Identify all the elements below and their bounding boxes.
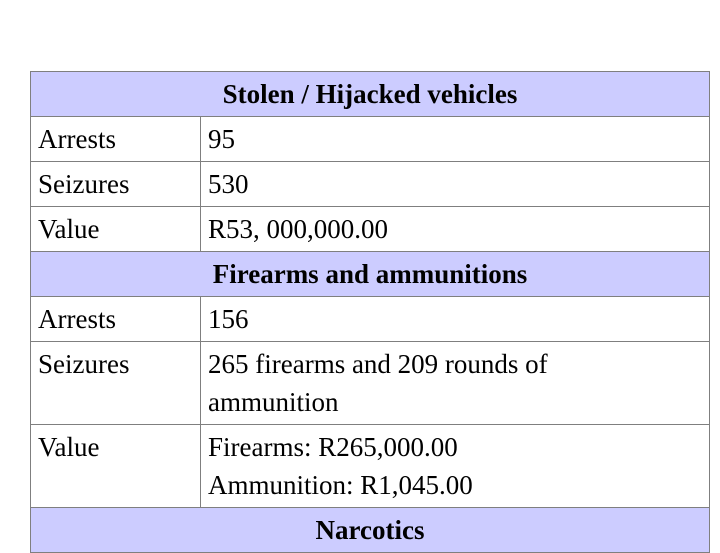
row-label: Arrests xyxy=(31,117,201,161)
table-row xyxy=(31,207,709,252)
section-header-vehicles: Stolen / Hijacked vehicles xyxy=(31,72,709,117)
stats-table xyxy=(30,71,710,553)
row-label: Seizures xyxy=(31,162,201,206)
table-row xyxy=(31,162,709,207)
table-row xyxy=(31,425,709,508)
row-value-line: ammunition xyxy=(208,387,339,417)
row-label: Arrests xyxy=(31,297,201,341)
row-value: 530 xyxy=(208,169,249,199)
table-row xyxy=(31,117,709,162)
row-value xyxy=(201,342,709,424)
row-label: Seizures xyxy=(31,342,201,424)
row-value-line: Firearms: R265,000.00 xyxy=(208,432,458,462)
row-label: Value xyxy=(31,207,201,251)
row-value-line: Ammunition: R1,045.00 xyxy=(208,470,473,500)
table-row xyxy=(31,297,709,342)
row-value: 95 xyxy=(208,124,235,154)
row-label: Value xyxy=(31,425,201,507)
row-value: 156 xyxy=(208,304,249,334)
row-value-line: 265 firearms and 209 rounds of xyxy=(208,349,548,379)
row-value: R53, 000,000.00 xyxy=(208,214,389,244)
row-value xyxy=(201,425,709,507)
section-header-narcotics: Narcotics xyxy=(31,508,709,553)
section-header-firearms: Firearms and ammunitions xyxy=(31,252,709,297)
table-row xyxy=(31,342,709,425)
